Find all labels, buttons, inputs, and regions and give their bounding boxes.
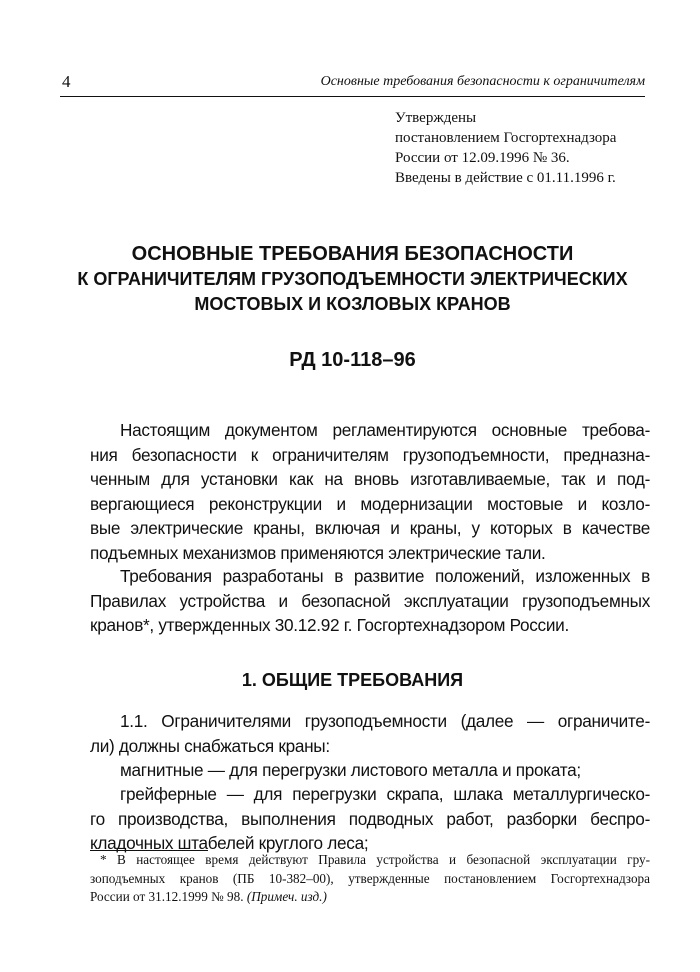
approval-block xyxy=(395,108,655,188)
footnote-line: * В настоящее время действуют Правила устройства и безопасной эксплуатации гру- xyxy=(100,852,650,867)
text-line: ли) должны снабжаться краны: xyxy=(90,735,330,756)
text-line: магнитные — для перегрузки листового металла и проката; xyxy=(120,760,581,780)
running-title: Основные требования безопасности к ограничителям xyxy=(320,74,645,89)
footnote xyxy=(90,851,650,907)
approval-line: России от 12.09.1996 № 36. xyxy=(395,150,570,166)
text-line: вые электрические краны, включая и краны, у которых в качестве xyxy=(90,518,650,538)
title-line: ОСНОВНЫЕ ТРЕБОВАНИЯ БЕЗОПАСНОСТИ xyxy=(131,243,574,265)
section-heading: 1. ОБЩИЕ ТРЕБОВАНИЯ xyxy=(241,670,464,690)
text-line: вергающиеся реконструкции и модернизации мостовые и козло- xyxy=(90,493,650,514)
text-line: Правилах устройства и безопасной эксплуатации грузоподъемных xyxy=(90,590,650,611)
footnote-text: России от 31.12.1999 № 98. xyxy=(90,889,244,904)
text-line: грейферные — для перегрузки скрапа, шлака металлургическо- xyxy=(120,784,650,804)
page-number: 4 xyxy=(62,72,71,91)
editor-note: (Примеч. изд.) xyxy=(246,889,327,904)
title-line: К ОГРАНИЧИТЕЛЯМ ГРУЗОПОДЪЕМНОСТИ ЭЛЕКТРИЧЕСКИХ xyxy=(77,269,628,289)
document-title xyxy=(60,242,645,317)
text-line: ния безопасности к ограничителям грузоподъемности, предназна- xyxy=(90,444,650,465)
text-line: ченным для установки как на вновь изготавливаемые, так и под- xyxy=(90,469,650,489)
intro-paragraph-1 xyxy=(90,418,650,565)
approval-line: Утверждены xyxy=(395,110,477,126)
running-header xyxy=(60,70,645,97)
footnote-line xyxy=(90,888,650,907)
footnote-line: зоподъемных кранов (ПБ 10-382–00), утвержденные постановлением Госгортехнадзора xyxy=(90,870,650,886)
title-line: МОСТОВЫХ И КОЗЛОВЫХ КРАНОВ xyxy=(194,294,511,314)
section1-paragraph-3 xyxy=(90,782,650,856)
section1-paragraph-2 xyxy=(90,758,650,783)
approval-line: Введены в действие с 01.11.1996 г. xyxy=(395,170,616,186)
text-line: Настоящим документом регламентируются основные требова- xyxy=(120,420,650,440)
text-line: подъемных механизмов применяются электрические тали. xyxy=(90,542,546,563)
text-line: го производства, выполнения подводных работ, разборки беспро- xyxy=(90,808,650,829)
approval-line: постановлением Госгортехнадзора xyxy=(395,130,617,146)
intro-paragraph-2 xyxy=(90,564,650,638)
section1-paragraph-1 xyxy=(90,709,650,758)
document-code: РД 10-118–96 xyxy=(289,349,416,371)
text-line: 1.1. Ограничителями грузоподъемности (далее — ограничите- xyxy=(120,711,650,731)
text-line: кранов*, утвержденных 30.12.92 г. Госгортехнадзором России. xyxy=(90,615,569,635)
text-line: Требования разработаны в развитие положений, изложенных в xyxy=(120,566,650,586)
text-line: кладочных штабелей круглого леса; xyxy=(90,833,369,853)
